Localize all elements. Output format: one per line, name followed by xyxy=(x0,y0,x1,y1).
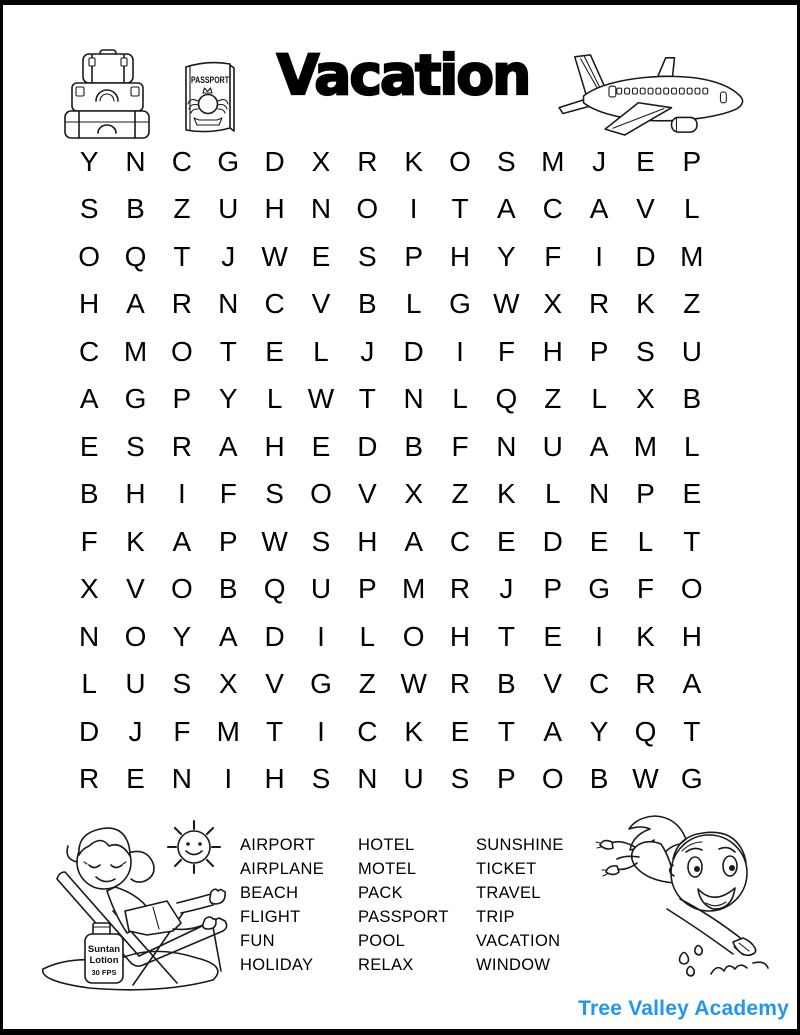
grid-letter-r6c12: L xyxy=(591,383,607,415)
grid-letter-r7c7: D xyxy=(357,430,378,462)
grid-letter-r14c3: N xyxy=(171,763,192,795)
grid-letter-r13c9: E xyxy=(450,715,470,747)
grid-letter-r14c14: G xyxy=(680,763,703,795)
grid-letter-r7c14: L xyxy=(684,430,700,462)
grid-letter-r7c13: M xyxy=(633,430,658,462)
grid-letter-r13c5: T xyxy=(266,715,284,747)
grid-letter-r3c2: Q xyxy=(124,240,147,272)
grid-letter-r6c6: W xyxy=(307,383,335,415)
grid-letter-r4c13: K xyxy=(636,288,655,320)
grid-letter-r8c13: P xyxy=(636,478,655,510)
word-item: BEACH xyxy=(240,884,299,902)
grid-letter-r8c9: Z xyxy=(451,478,469,510)
grid-letter-r11c12: I xyxy=(595,620,603,652)
grid-letter-r11c11: E xyxy=(543,620,563,652)
grid-letter-r2c5: H xyxy=(264,193,285,225)
grid-letter-r5c8: D xyxy=(403,335,424,367)
grid-letter-r10c1: X xyxy=(79,573,99,605)
grid-letter-r12c2: U xyxy=(125,668,146,700)
word-item: AIRPORT xyxy=(240,836,316,854)
grid-letter-r2c9: T xyxy=(451,193,469,225)
word-list xyxy=(240,833,606,977)
grid-letter-r13c6: I xyxy=(317,715,325,747)
grid-letter-r13c4: M xyxy=(216,715,240,747)
grid-letter-r5c14: U xyxy=(681,335,702,367)
word-item: POOL xyxy=(358,932,406,950)
grid-letter-r6c7: T xyxy=(358,383,376,415)
word-item: FLIGHT xyxy=(240,908,301,926)
grid-letter-r11c1: N xyxy=(79,620,100,652)
grid-letter-r1c12: J xyxy=(592,145,607,177)
word-list-column xyxy=(358,833,476,977)
grid-letter-r2c4: U xyxy=(218,193,239,225)
grid-letter-r10c13: F xyxy=(636,573,655,605)
grid-letter-r7c10: N xyxy=(496,430,517,462)
grid-letter-r13c2: J xyxy=(128,715,143,747)
grid-letter-r4c10: W xyxy=(493,288,520,320)
grid-letter-r10c14: O xyxy=(680,573,703,605)
word-item: TRAVEL xyxy=(476,884,541,902)
grid-letter-r9c14: T xyxy=(683,525,701,557)
grid-letter-r1c2: N xyxy=(125,145,146,177)
grid-letter-r5c6: L xyxy=(313,335,329,367)
grid-letter-r6c2: G xyxy=(124,383,147,415)
grid-letter-r5c1: C xyxy=(79,335,100,367)
grid-letter-r1c13: E xyxy=(636,145,655,177)
grid-letter-r2c3: Z xyxy=(173,193,191,225)
grid-letter-r14c8: U xyxy=(403,763,424,795)
grid-letter-r4c9: G xyxy=(449,288,471,320)
grid-letter-r5c10: F xyxy=(497,335,515,367)
grid-letter-r10c6: U xyxy=(310,573,332,605)
grid-letter-r1c7: R xyxy=(357,145,378,177)
grid-letter-r7c2: S xyxy=(126,430,145,462)
grid-letter-r6c8: N xyxy=(403,383,424,415)
grid-letter-r12c5: V xyxy=(265,668,284,700)
word-item: SUNSHINE xyxy=(476,836,564,854)
grid-letter-r1c10: S xyxy=(497,145,516,177)
grid-letter-r4c12: R xyxy=(588,288,610,320)
grid-letter-r8c4: F xyxy=(219,478,237,510)
grid-letter-r1c6: X xyxy=(311,145,331,177)
grid-letter-r11c2: O xyxy=(124,620,147,652)
grid-letter-r14c9: S xyxy=(450,763,470,795)
grid-letter-r3c5: W xyxy=(261,240,288,272)
grid-letter-r3c13: D xyxy=(635,240,656,272)
grid-letter-r4c11: X xyxy=(543,288,563,320)
grid-letter-r4c5: C xyxy=(264,288,285,320)
grid-letter-r9c4: P xyxy=(218,525,238,557)
grid-letter-r9c1: F xyxy=(80,525,98,557)
grid-letter-r7c3: R xyxy=(171,430,192,462)
grid-letter-r9c9: C xyxy=(449,525,471,557)
grid-letter-r4c3: R xyxy=(171,288,192,320)
word-item: TICKET xyxy=(476,860,537,878)
grid-letter-r1c1: Y xyxy=(79,145,99,177)
grid-letter-r11c3: Y xyxy=(172,620,192,652)
lotion-label-line3: 30 FPS xyxy=(91,968,117,977)
grid-letter-r8c3: I xyxy=(177,478,186,510)
grid-letter-r4c2: A xyxy=(126,288,145,320)
grid-letter-r12c6: G xyxy=(310,668,332,700)
grid-letter-r3c6: E xyxy=(311,240,331,272)
grid-letter-r1c4: G xyxy=(217,145,240,177)
grid-letter-r2c12: A xyxy=(589,193,609,225)
grid-letter-r2c6: N xyxy=(310,193,332,225)
grid-letter-r7c11: U xyxy=(542,430,563,462)
grid-letter-r6c10: Q xyxy=(495,383,518,415)
grid-letter-r1c8: K xyxy=(404,145,424,177)
grid-letter-r9c5: W xyxy=(261,525,288,557)
grid-letter-r7c12: A xyxy=(589,430,609,462)
grid-letter-r13c10: T xyxy=(497,715,515,747)
grid-letter-r6c13: X xyxy=(636,383,655,415)
grid-letter-r14c6: S xyxy=(311,763,331,795)
grid-letter-r2c8: I xyxy=(409,193,418,225)
word-item: VACATION xyxy=(476,932,561,950)
lounge-chair-boy-icon xyxy=(27,815,242,1000)
lotion-label-line2: Lotion xyxy=(89,955,119,966)
grid-letter-r11c6: I xyxy=(317,620,325,652)
grid-letter-r13c11: A xyxy=(543,715,563,747)
grid-letter-r9c10: E xyxy=(497,525,516,557)
grid-letter-r3c3: T xyxy=(173,240,191,272)
grid-letter-r9c6: S xyxy=(311,525,331,557)
word-item: PACK xyxy=(358,884,403,902)
grid-letter-r8c5: S xyxy=(265,478,284,510)
grid-letter-r12c11: V xyxy=(543,668,563,700)
grid-letter-r5c11: H xyxy=(542,335,563,367)
grid-letter-r2c14: L xyxy=(684,193,700,225)
grid-letter-r9c12: E xyxy=(589,525,609,557)
grid-letter-r3c14: M xyxy=(680,240,704,272)
grid-letter-r14c13: W xyxy=(632,763,659,795)
grid-letter-r12c4: X xyxy=(218,668,238,700)
grid-letter-r10c3: O xyxy=(170,573,193,605)
grid-letter-r7c5: H xyxy=(264,430,285,462)
grid-letter-r13c14: T xyxy=(683,715,701,747)
grid-letter-r8c11: L xyxy=(544,478,561,510)
grid-letter-r4c8: L xyxy=(405,288,422,320)
grid-letter-r2c1: S xyxy=(79,193,99,225)
grid-letter-r14c1: R xyxy=(79,763,100,795)
word-item: TRIP xyxy=(476,908,515,926)
grid-letter-r10c11: P xyxy=(543,573,563,605)
grid-letter-r4c14: Z xyxy=(683,288,701,320)
grid-letter-r11c7: L xyxy=(359,620,376,652)
grid-letter-r7c9: F xyxy=(451,430,469,462)
grid-letter-r5c3: O xyxy=(170,335,193,367)
grid-letter-r5c2: M xyxy=(123,335,148,367)
word-item: HOLIDAY xyxy=(240,956,314,974)
word-item: MOTEL xyxy=(358,860,417,878)
grid-letter-r10c5: Q xyxy=(263,573,286,605)
grid-letter-r6c1: A xyxy=(79,383,99,415)
grid-letter-r6c14: B xyxy=(682,383,702,415)
grid-letter-r6c9: L xyxy=(452,383,468,415)
grid-letter-r14c4: I xyxy=(224,763,233,795)
grid-letter-r14c12: B xyxy=(589,763,609,795)
word-item: HOTEL xyxy=(358,836,415,854)
grid-letter-r2c10: A xyxy=(497,193,516,225)
grid-letter-r1c9: O xyxy=(449,145,471,177)
swimming-girl-icon xyxy=(583,811,798,991)
grid-letter-r10c9: R xyxy=(449,573,471,605)
grid-letter-r5c12: P xyxy=(589,335,609,367)
grid-letter-r9c3: A xyxy=(172,525,192,557)
grid-letter-r10c2: V xyxy=(126,573,145,605)
grid-letter-r10c12: G xyxy=(588,573,610,605)
grid-letter-r11c14: H xyxy=(681,620,702,652)
grid-letter-r8c6: O xyxy=(310,478,332,510)
grid-letter-r4c6: V xyxy=(311,288,331,320)
grid-letter-r8c14: E xyxy=(682,478,702,510)
grid-letter-r1c14: P xyxy=(682,145,702,177)
grid-letter-r8c12: N xyxy=(588,478,610,510)
grid-letter-r5c9: I xyxy=(456,335,464,367)
grid-letter-r10c7: P xyxy=(357,573,377,605)
grid-letter-r14c10: P xyxy=(497,763,516,795)
grid-letter-r10c10: J xyxy=(499,573,514,605)
grid-letter-r6c5: L xyxy=(266,383,283,415)
grid-letter-r13c1: D xyxy=(79,715,100,747)
grid-letter-r14c5: H xyxy=(264,763,285,795)
sun-icon xyxy=(168,821,220,873)
word-list-column xyxy=(240,833,358,977)
grid-letter-r7c1: E xyxy=(79,430,99,462)
grid-letter-r11c4: A xyxy=(218,620,238,652)
grid-letter-r2c13: V xyxy=(636,193,655,225)
grid-letter-r1c11: M xyxy=(541,145,565,177)
suitcases-icon xyxy=(59,49,155,139)
grid-letter-r3c10: Y xyxy=(497,240,516,272)
grid-letter-r8c8: X xyxy=(404,478,424,510)
grid-letter-r12c9: R xyxy=(449,668,471,700)
grid-letter-r3c1: O xyxy=(78,240,101,272)
grid-letter-r8c7: V xyxy=(357,478,377,510)
grid-letter-r3c12: I xyxy=(595,240,603,272)
grid-letter-r12c3: S xyxy=(172,668,192,700)
grid-letter-r5c7: J xyxy=(360,335,375,367)
grid-letter-r5c13: S xyxy=(636,335,655,367)
grid-letter-r6c3: P xyxy=(172,383,192,415)
grid-letter-r11c9: H xyxy=(449,620,471,652)
grid-letter-r11c10: T xyxy=(497,620,515,652)
grid-letter-r13c12: Y xyxy=(589,715,609,747)
grid-letter-r6c4: Y xyxy=(218,383,238,415)
lotion-label-line1: Suntan xyxy=(87,944,121,955)
grid-letter-r7c6: E xyxy=(311,430,331,462)
grid-letter-r12c8: W xyxy=(400,668,427,700)
word-item: AIRPLANE xyxy=(240,860,325,878)
grid-letter-r11c5: D xyxy=(264,620,285,652)
grid-letter-r14c7: N xyxy=(357,763,378,795)
grid-letter-r4c7: B xyxy=(357,288,377,320)
word-item: PASSPORT xyxy=(358,908,449,926)
grid-letter-r11c8: O xyxy=(402,620,425,652)
grid-letter-r10c4: B xyxy=(218,573,238,605)
grid-letter-r10c8: M xyxy=(402,573,426,605)
grid-letter-r12c10: B xyxy=(497,668,516,700)
grid-letter-r2c2: B xyxy=(126,193,145,225)
passport-label: PASSPORT xyxy=(191,75,230,85)
grid-letter-r8c1: B xyxy=(79,478,99,510)
grid-letter-r3c4: J xyxy=(221,240,236,272)
grid-letter-r7c8: B xyxy=(404,430,424,462)
brand-text: Tree Valley Academy xyxy=(578,997,789,1020)
grid-letter-r9c13: L xyxy=(637,525,654,557)
grid-letter-r9c11: D xyxy=(542,525,563,557)
airplane-icon xyxy=(553,49,751,137)
word-item: WINDOW xyxy=(476,956,551,974)
grid-letter-r13c7: C xyxy=(357,715,378,747)
grid-letter-r11c13: K xyxy=(636,620,655,652)
grid-letter-r13c8: K xyxy=(404,715,424,747)
grid-letter-r12c7: Z xyxy=(358,668,376,700)
grid-letter-r4c4: N xyxy=(218,288,239,320)
word-item: RELAX xyxy=(358,956,414,974)
grid-letter-r12c1: L xyxy=(81,668,97,700)
word-item: FUN xyxy=(240,932,275,950)
grid-letter-r5c5: E xyxy=(265,335,284,367)
grid-letter-r7c4: A xyxy=(218,430,238,462)
grid-letter-r5c4: T xyxy=(219,335,237,367)
grid-letter-r3c9: H xyxy=(449,240,471,272)
grid-letter-r6c11: Z xyxy=(544,383,562,415)
grid-letter-r9c8: A xyxy=(404,525,424,557)
grid-letter-r8c10: K xyxy=(497,478,516,510)
grid-letter-r12c12: C xyxy=(588,668,610,700)
grid-letter-r12c13: R xyxy=(635,668,656,700)
grid-letter-r9c2: K xyxy=(126,525,145,557)
grid-letter-r9c7: H xyxy=(357,525,378,557)
grid-letter-r2c11: C xyxy=(542,193,563,225)
grid-letter-r3c7: S xyxy=(357,240,377,272)
grid-letter-r1c5: D xyxy=(264,145,285,177)
grid-letter-r13c3: F xyxy=(173,715,191,747)
page-title: Vacation xyxy=(276,43,530,107)
grid-letter-r12c14: A xyxy=(682,668,702,700)
grid-letter-r4c1: H xyxy=(79,288,100,320)
grid-letter-r1c3: C xyxy=(171,145,192,177)
grid-letter-r14c11: O xyxy=(541,763,564,795)
grid-letter-r13c13: Q xyxy=(634,715,657,747)
grid-letter-r3c11: F xyxy=(544,240,562,272)
word-search-grid xyxy=(66,138,715,803)
grid-letter-r14c2: E xyxy=(126,763,145,795)
grid-letter-r8c2: H xyxy=(125,478,146,510)
grid-letter-r2c7: O xyxy=(356,193,379,225)
grid-letter-r3c8: P xyxy=(404,240,424,272)
